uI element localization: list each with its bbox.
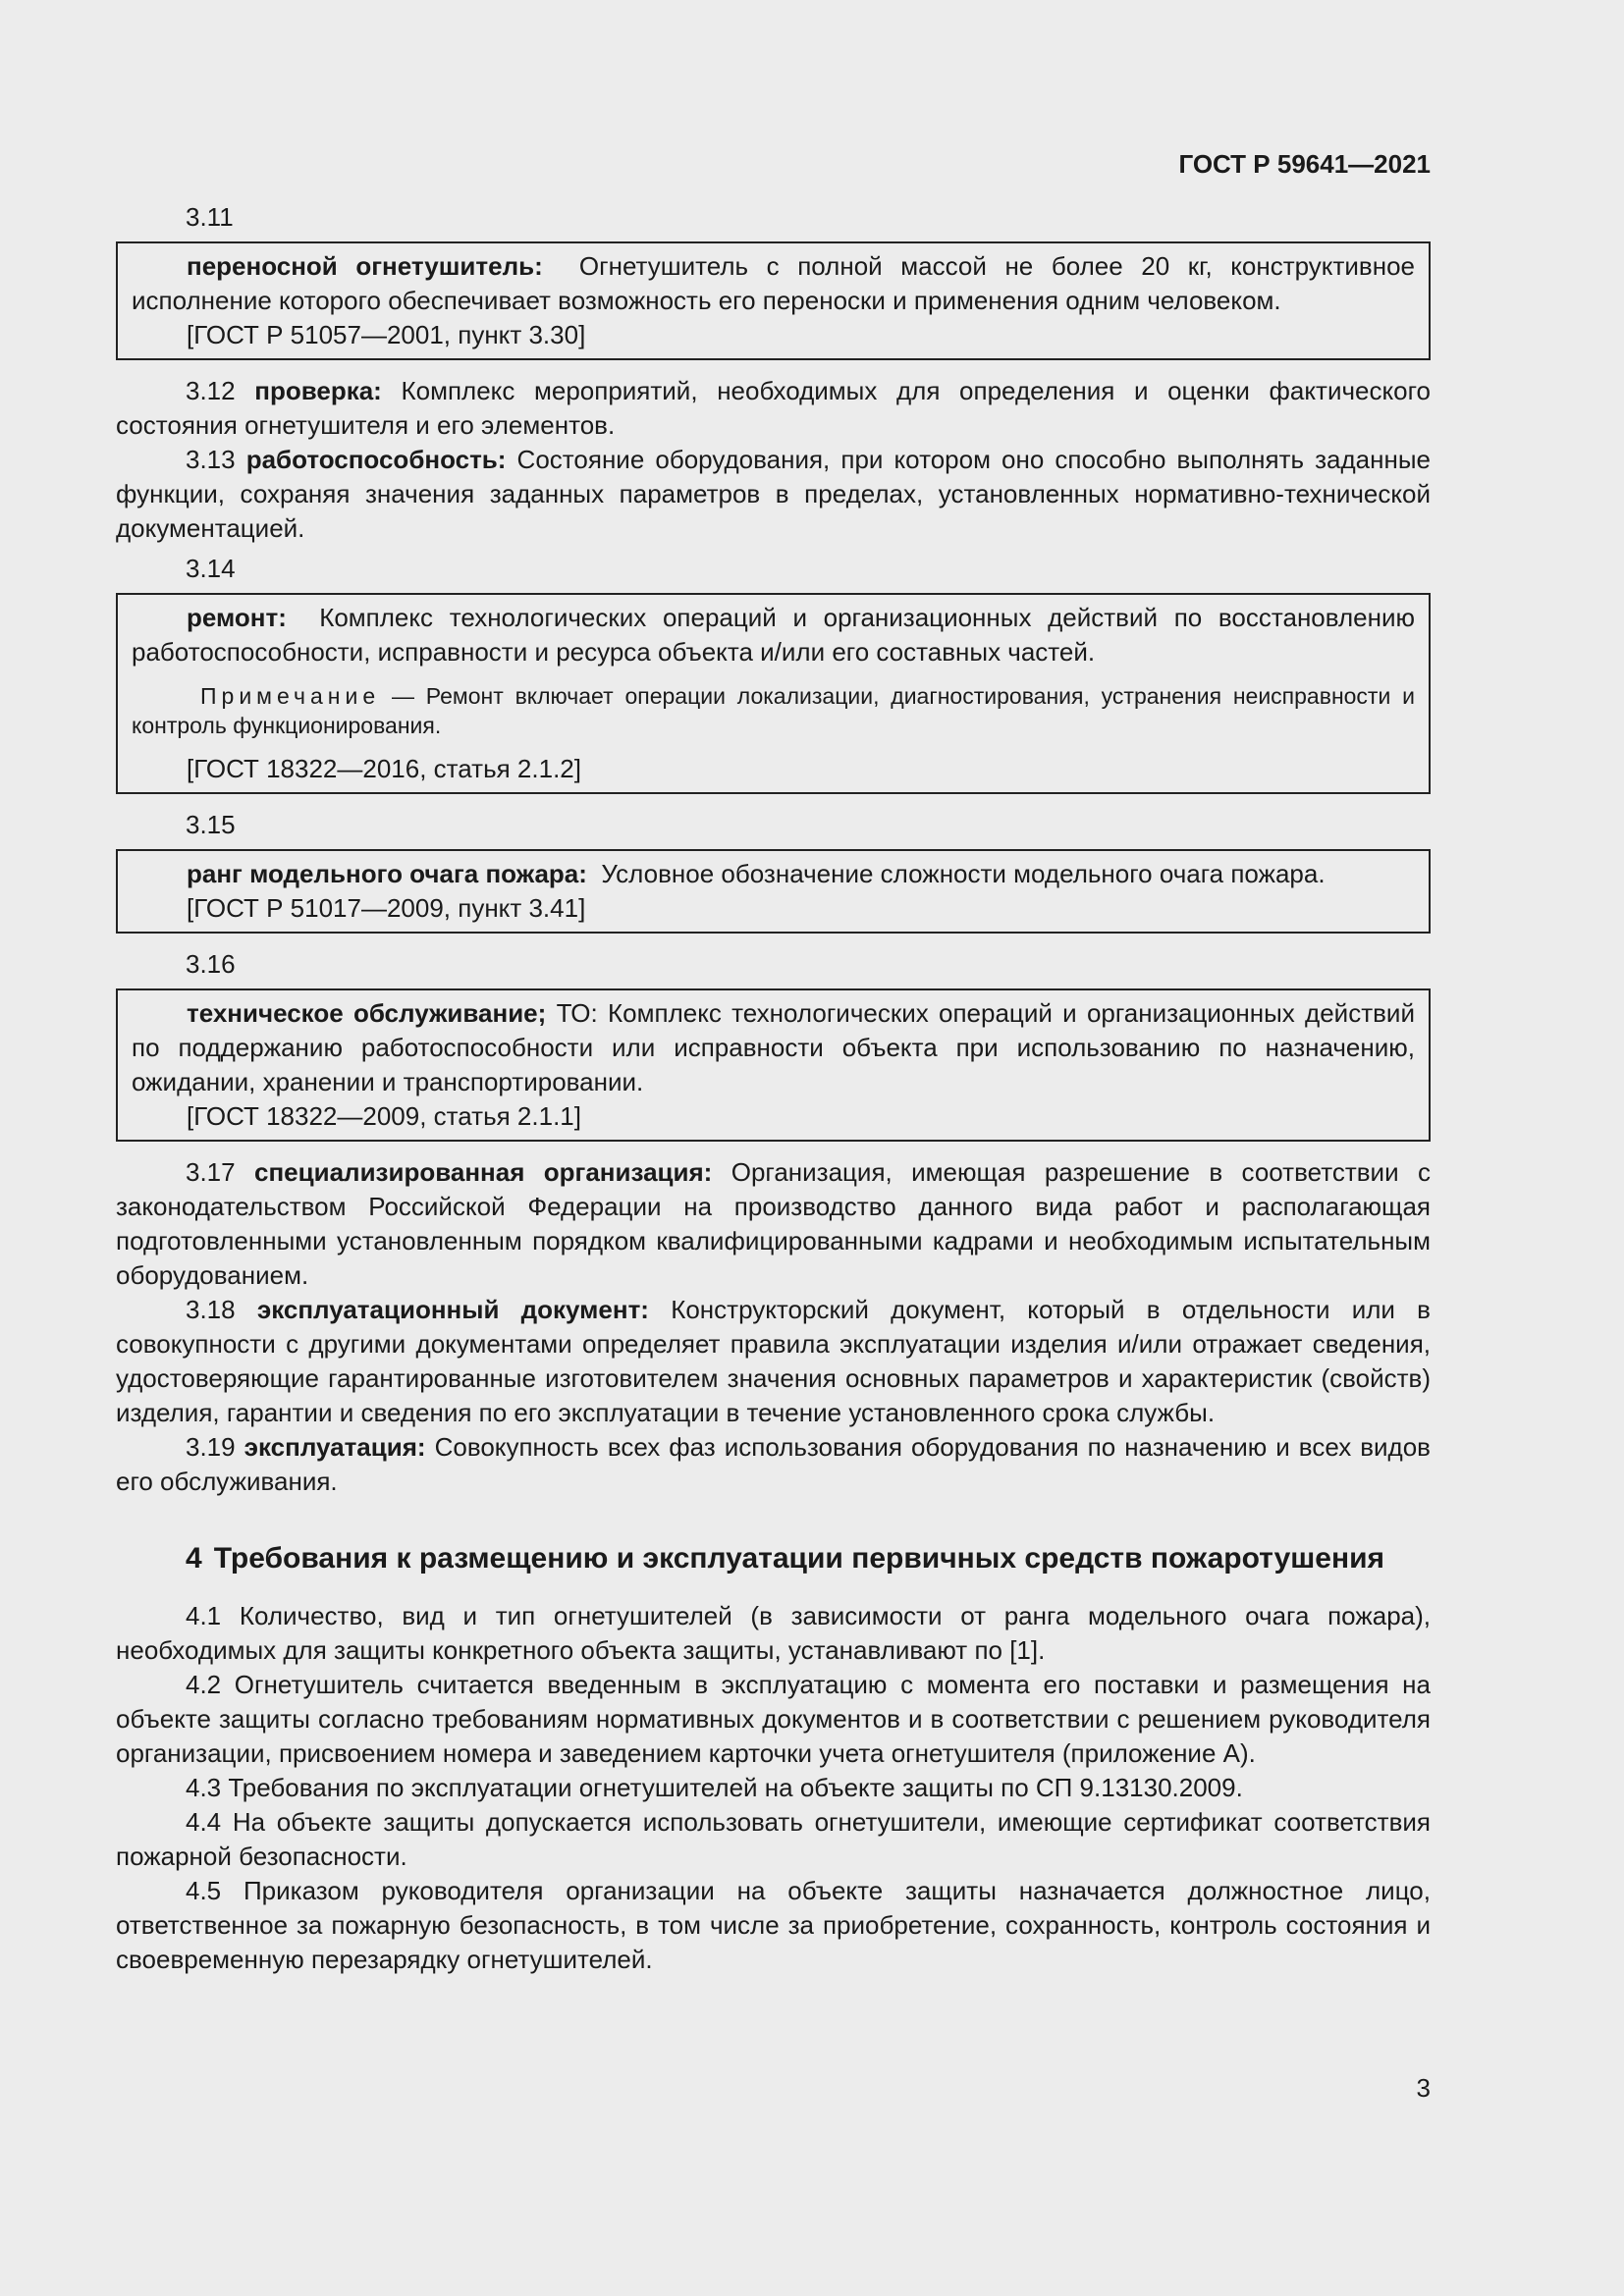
term-text: Конструкторский документ, который в отдельности или в совокупности с другими документами определяет правила эксплуатации изделия и/или отражает сведения, удостоверяющие гарантированные изготовителем значения основных параметров и характеристик (свойств) изделия, гарантии и сведения по его эксплуатации в течение установленного срока службы. [116,1295,1431,1427]
term-name: работоспособность: [245,445,507,474]
term-box-3-16 [116,988,1431,1142]
term-number: 3.12 [186,376,236,405]
paragraph-3-13 [116,443,1431,546]
paragraph-group [116,1155,1431,1499]
term-note [132,681,1415,740]
term-number: 3.18 [186,1295,236,1324]
term-source: [ГОСТ Р 51017—2009, пункт 3.41] [187,893,586,923]
term-box-3-15 [116,849,1431,934]
term-text: ТО: Комплекс технологических операций и организационных действий по поддержанию работоспособности или исправности объекта при использованию по назначению, ожидании, хранении и транспортировании. [132,998,1415,1096]
term-source: [ГОСТ 18322—2016, статья 2.1.2] [187,754,581,783]
term-definition [132,249,1415,318]
term-number: 3.17 [186,1157,236,1187]
paragraph-group [116,374,1431,546]
paragraph-3-17 [116,1155,1431,1293]
term-text: Комплекс мероприятий, необходимых для определения и оценки фактического состояния огнетушителя и его элементов. [116,376,1431,440]
term-text: Состояние оборудования, при котором оно способно выполнять заданные функции, сохраняя значения заданных параметров в пределах, установленных нормативно-технической документацией. [116,445,1431,543]
term-text: Условное обозначение сложности модельного очага пожара. [601,859,1326,888]
term-number-3-14: 3.14 [186,554,236,583]
term-number-3-11: 3.11 [186,202,234,232]
term-text: Совокупность всех фаз использования оборудования по назначению и всех видов его обслуживания. [116,1432,1431,1496]
term-source: [ГОСТ 18322—2009, статья 2.1.1] [187,1101,581,1131]
term-name: специализированная организация: [254,1157,713,1187]
document-code: ГОСТ Р 59641—2021 [1178,149,1431,179]
paragraph-3-18 [116,1293,1431,1430]
term-number-3-16: 3.16 [186,949,236,979]
section-number: 4 [186,1542,202,1575]
term-name: ремонт: [187,603,287,632]
paragraph-3-19 [116,1430,1431,1499]
term-definition [132,996,1415,1099]
term-definition [132,857,1415,891]
paragraph-4-5: 4.5 Приказом руководителя организации на объекте защиты назначается должностное лицо, ответственное за пожарную безопасность, в том числе за приобретение, сохранность, контроль состояния и своевременную перезарядку огнетушителей. [116,1876,1431,1974]
section-heading [116,1540,1431,1577]
term-name: проверка: [254,376,382,405]
paragraph-4-1: 4.1 Количество, вид и тип огнетушителей (в зависимости от ранга модельного очага пожара), необходимых для защиты конкретного объекта защиты, устанавливают по [1]. [116,1601,1431,1665]
term-box-3-11 [116,241,1431,360]
term-number-3-15: 3.15 [186,810,236,839]
paragraph-3-12 [116,374,1431,443]
term-box-3-14 [116,593,1431,794]
term-name: эксплуатация: [244,1432,426,1462]
paragraph-4-3: 4.3 Требования по эксплуатации огнетушителей на объекте защиты по СП 9.13130.2009. [186,1773,1243,1802]
paragraph-4-2: 4.2 Огнетушитель считается введенным в эксплуатацию с момента его поставки и размещения на объекте защиты согласно требованиям нормативных документов и в соответствии с решением руководителя организации, присвоением номера и заведением карточки учета огнетушителя (приложение А). [116,1670,1431,1768]
term-name: ранг модельного очага пожара: [187,859,587,888]
term-definition [132,601,1415,669]
term-name: эксплуатационный документ: [256,1295,649,1324]
term-text: Организация, имеющая разрешение в соответствии с законодательством Российской Федерации на производство данного вида работ и располагающая подготовленными установленным порядком квалифицированными кадрами и необходимым испытательным оборудованием. [116,1157,1431,1290]
term-name: переносной огнетушитель: [187,251,543,281]
term-text: Огнетушитель с полной массой не более 20 кг, конструктивное исполнение которого обеспечивает возможность его переноски и применения одним человеком. [132,251,1415,315]
note-text: — Ремонт включает операции локализации, диагностирования, устранения неисправности и контроль функционирования. [132,683,1415,738]
paragraph-4-4: 4.4 На объекте защиты допускается использовать огнетушители, имеющие сертификат соответствия пожарной безопасности. [116,1807,1431,1871]
term-number: 3.19 [186,1432,236,1462]
term-text: Комплекс технологических операций и организационных действий по восстановлению работоспособности, исправности и ресурса объекта и/или его составных частей. [132,603,1415,667]
term-number: 3.13 [186,445,236,474]
note-label: Примечание [200,683,381,709]
term-name: техническое обслуживание; [187,998,547,1028]
section-title-text: Требования к размещению и эксплуатации первичных средств пожаротушения [213,1542,1385,1575]
page-number: 3 [1416,2073,1431,2103]
term-source: [ГОСТ Р 51057—2001, пункт 3.30] [187,320,586,349]
